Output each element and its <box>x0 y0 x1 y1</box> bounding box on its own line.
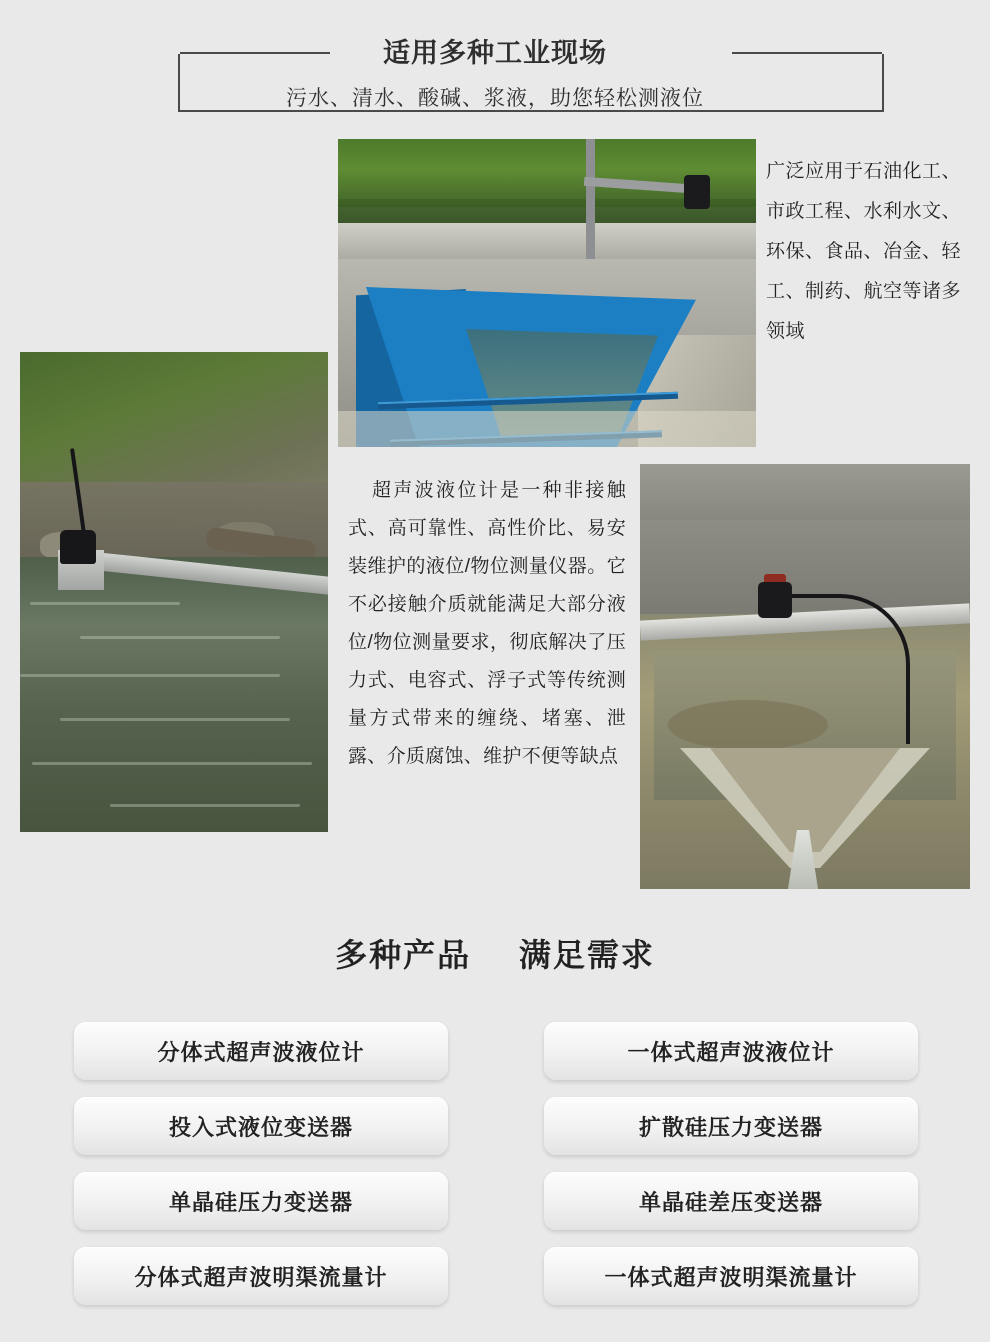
section-products-title <box>0 930 990 976</box>
concrete-wall-top <box>338 223 756 263</box>
water-ripple <box>110 804 300 807</box>
water-ripple <box>60 718 290 721</box>
product-item-5[interactable]: 单晶硅压力变送器 <box>74 1172 448 1230</box>
page-header <box>0 0 990 126</box>
weir-highlight <box>338 411 756 447</box>
weir-photo <box>338 139 756 447</box>
channel-photo <box>640 464 970 889</box>
product-item-7[interactable]: 分体式超声波明渠流量计 <box>74 1247 448 1305</box>
ultrasonic-probe-icon <box>60 530 96 564</box>
product-list <box>74 1022 918 1305</box>
water-ripple <box>30 602 180 605</box>
water-ripple <box>80 636 280 639</box>
application-fields-text: 广泛应用于石油化工、市政工程、水利水文、环保、食品、冶金、轻工、制药、航空等诸多领域 <box>766 161 962 342</box>
section-title-left: 多种产品 <box>335 937 472 973</box>
ultrasonic-sensor-icon <box>758 582 792 618</box>
product-item-2[interactable]: 一体式超声波液位计 <box>544 1022 918 1080</box>
product-item-6[interactable]: 单晶硅差压变送器 <box>544 1172 918 1230</box>
page-title: 适用多种工业现场 <box>383 38 607 68</box>
product-item-3[interactable]: 投入式液位变送器 <box>74 1097 448 1155</box>
product-item-4[interactable]: 扩散硅压力变送器 <box>544 1097 918 1155</box>
river-water <box>20 557 328 832</box>
product-item-8[interactable]: 一体式超声波明渠流量计 <box>544 1247 918 1305</box>
product-item-1[interactable]: 分体式超声波液位计 <box>74 1022 448 1080</box>
water-ripple <box>20 674 280 677</box>
sensor-cable <box>792 594 910 744</box>
product-description-text: 超声波液位计是一种非接触式、高可靠性、高性价比、易安装维护的液位/物位测量仪器。它不必接触介质就能满足大部分液位/物位测量要求，彻底解决了压力式、电容式、浮子式等传统测量方式带来的缠绕、堵塞、泄露、介质腐蚀、维护不便等缺点 <box>348 480 626 767</box>
river-photo <box>20 352 328 832</box>
page-subtitle: 污水、清水、酸碱、浆液，助您轻松测液位 <box>286 87 704 110</box>
section-title-right: 满足需求 <box>518 937 655 973</box>
mounting-post <box>586 139 595 259</box>
water-ripple <box>32 762 312 765</box>
ultrasonic-sensor-icon <box>684 175 710 209</box>
